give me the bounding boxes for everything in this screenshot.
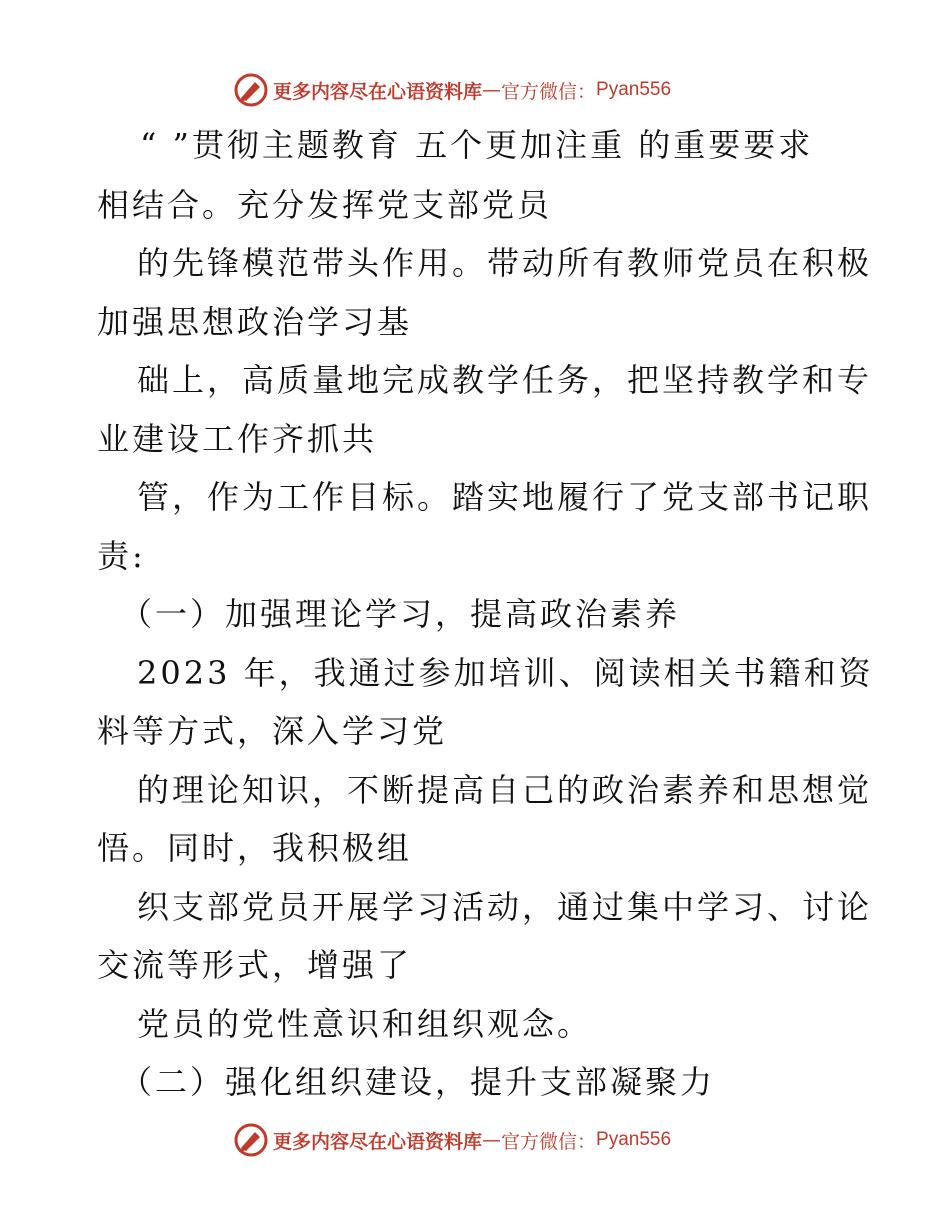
body-line: 础上，高质量地完成教学任务，把坚持教学和专: [137, 361, 873, 399]
section-heading: （一）加强理论学习，提高政治素养: [120, 595, 681, 633]
body-line: 料等方式，深入学习党: [97, 712, 448, 750]
watermark-wechat-id: Pyan556: [596, 79, 672, 100]
body-line: 的理论知识，不断提高自己的政治素养和思想觉: [137, 771, 873, 809]
body-line: 业建设工作齐抓共: [97, 420, 378, 458]
body-line: 2023 年，我通过参加培训、阅读相关书籍和资: [137, 654, 874, 692]
watermark-brand-text: 更多内容尽在心语资料库: [273, 80, 483, 103]
body-line: 加强思想政治学习基: [97, 303, 413, 341]
body-line: 责:: [97, 537, 146, 575]
body-line: 交流等形式，增强了: [97, 946, 413, 984]
watermark-separator: —: [482, 79, 502, 101]
watermark-separator: —: [482, 1129, 502, 1151]
watermark-suffix-text: 官方微信：: [501, 80, 597, 103]
body-line: 相结合。充分发挥党支部党员: [97, 186, 553, 224]
body-line: 党员的党性意识和组织观念。: [137, 1005, 593, 1043]
watermark-brand-text: 更多内容尽在心语资料库: [273, 1130, 483, 1153]
body-line: 管，作为工作目标。踏实地履行了党支部书记职: [137, 478, 873, 516]
footer-watermark: [233, 1120, 753, 1160]
body-line: 织支部党员开展学习活动，通过集中学习、讨论: [137, 888, 873, 926]
watermark-wechat-id: Pyan556: [596, 1129, 672, 1150]
watermark-suffix-text: 官方微信：: [501, 1130, 597, 1153]
body-line: 的先锋模范带头作用。带动所有教师党员在积极: [137, 244, 873, 282]
section-heading: （二）强化组织建设，提升支部凝聚力: [120, 1063, 716, 1101]
pen-nib-circle-icon: [233, 1122, 269, 1158]
body-line: “ ”贯彻主题教育 五个更加注重 的重要要求: [140, 126, 814, 164]
body-line: 悟。同时，我积极组: [97, 829, 413, 867]
